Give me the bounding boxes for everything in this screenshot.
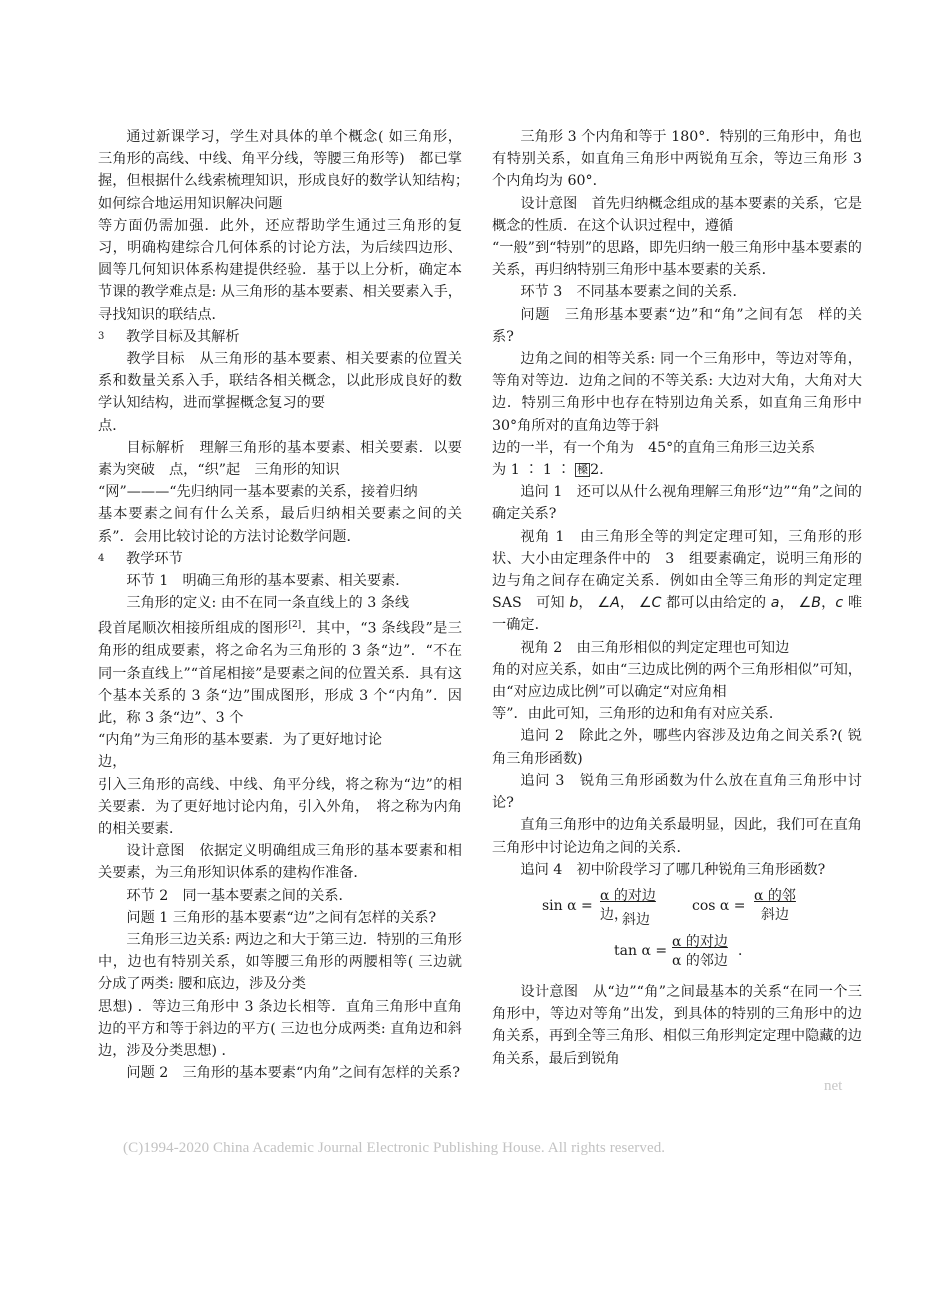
text-run: 唯一确定． xyxy=(492,595,863,634)
paragraph: 环节 1 明确三角形的基本要素、相关要素． xyxy=(126,573,410,590)
math-var: ∠A xyxy=(597,595,620,612)
paragraph xyxy=(98,614,462,729)
paragraph: 基本要素之间有什么关系，最后归纳相关要素之间的关系”．会用比较讨论的方法讨论数学问题． xyxy=(98,506,462,545)
paragraph: 边角之间的相等关系: 同一个三角形中，等边对等角，等角对等边．边角之间的不等关系: 大边对大角，大角对大边．特别三角形中也存在特别边角关系，如直角三角形中 30°角所对的直角边等于斜 xyxy=(492,351,877,434)
trig-formulas xyxy=(492,885,862,973)
cos-fraction xyxy=(754,887,796,925)
formula-end: ． xyxy=(738,942,752,959)
text-run: 为 1 ∶ 1 ∶ xyxy=(492,462,571,479)
citation-ref: [2] xyxy=(288,620,302,631)
paragraph: 思想) ．等边三角形中 3 条边长相等．直角三角形中直角边的平方和等于斜边的平方( 三边也分成两类: 直角边和斜边，涉及分类思想) ． xyxy=(98,998,462,1060)
paragraph: 环节 3 不同基本要素之间的关系． xyxy=(520,284,747,301)
paragraph: 边， xyxy=(98,754,127,771)
section-number: 3 xyxy=(98,330,105,342)
text-run: 2． xyxy=(590,462,614,479)
right-column xyxy=(492,126,877,1070)
paragraph: 追问 3 锐角三角形函数为什么放在直角三角形中讨论? xyxy=(492,772,862,812)
paragraph: 问题 1 三角形的基本要素“边”之间有怎样的关系? xyxy=(126,909,437,926)
math-var: ∠B xyxy=(798,595,821,612)
section-heading-4 xyxy=(98,548,462,570)
tan-fraction xyxy=(672,933,728,971)
fraction-numerator: α 的对边 xyxy=(600,887,656,904)
fraction-numerator: α 的邻 xyxy=(754,887,796,904)
sin-denominator: 斜边 xyxy=(622,911,650,928)
math-var: a xyxy=(770,595,780,612)
paragraph: “网”———“先归纳同一基本要素的关系，接着归纳 xyxy=(98,484,418,501)
watermark-net: net xyxy=(824,1078,843,1094)
paragraph: “一般”到“特别”的思路，即先归纳一般三角形中基本要素的关系，再归纳特别三角形中基本要素的关系． xyxy=(492,240,862,279)
paragraph: 角的对应关系，如由“三边成比例的两个三角形相似”可知，由“对应边成比例”可以确定“对应角相 xyxy=(492,661,862,701)
paragraph: 设计意图 依据定义明确组成三角形的基本要素和相关要素，为三角形知识体系的建构作准备． xyxy=(98,843,462,882)
paragraph: 设计意图 从“边”“角”之间最基本的关系“在同一个三角形中，等边对等角”出发，到具体的特别的三角形中的边角关系，再到全等三角形、相似三角形判定定理中隐藏的边角关系，最后到锐角 xyxy=(492,983,862,1067)
paragraph: 点． xyxy=(98,417,127,434)
paragraph: 目标解析 理解三角形的基本要素、相关要素．以要素为突破 点，“织”起 三角形的知识 xyxy=(98,439,462,479)
section-title: 教学环节 xyxy=(126,550,183,567)
paragraph: 等方面仍需加强．此外，还应帮助学生通过三角形的复习，明确构建综合几何体系的讨论方法，为后续四边形、圆等几何知识体系构建提供经验．基于以上分析，确定本节课的教学难点是: 从三角形的基本要素、相关要素入手，寻找知识的联结点． xyxy=(98,217,462,323)
section-heading-3 xyxy=(98,326,462,348)
cos-label: cos α = xyxy=(692,897,746,914)
paragraph: 问题 三角形基本要素“边”和“角”之间有怎 样的关系? xyxy=(492,306,862,345)
paragraph: 通过新课学习，学生对具体的单个概念( 如三角形，三角形的高线、中线、角平分线，等腰三角形等) 都已掌握，但根据什么线索梳理知识，形成良好的数学认知结构； 如何综合地运用知识解决问题 xyxy=(98,129,477,212)
paragraph xyxy=(492,459,862,481)
section-title: 教学目标及其解析 xyxy=(126,328,240,345)
paragraph: 追问 4 初中阶段学习了哪几种锐角三角形函数? xyxy=(520,861,826,878)
paragraph: 直角三角形中的边角关系最明显，因此，我们可在直角三角形中讨论边角之间的关系． xyxy=(492,817,862,856)
paragraph: “内角”为三角形的基本要素．为了更好地讨论 xyxy=(98,732,383,749)
fraction-numerator: α 的对边 xyxy=(672,933,728,950)
copyright-watermark: (C)1994-2020 China Academic Journal Electronic Publishing House. All rights reserved. xyxy=(123,1140,666,1156)
fraction-denominator: 边， xyxy=(600,906,628,923)
paragraph: 问题 2 三角形的基本要素“内角”之间有怎样的关系? xyxy=(126,1065,460,1082)
paragraph: 视角 2 由三角形相似的判定定理也可知边 xyxy=(520,639,790,656)
paragraph: 三角形的定义: 由不在同一条直线上的 3 条线 xyxy=(126,595,410,612)
paragraph: 边的一半，有一个角为 45°的直角三角形三边关系 xyxy=(492,439,816,456)
section-number: 4 xyxy=(98,552,105,564)
paragraph: 三角形三边关系: 两边之和大于第三边．特别的三角形中，边也有特别关系，如等腰三角形的两腰相等( 三边就分成了两类: 腰和底边，涉及分类 xyxy=(98,932,462,993)
text-run: 都可以由给定的 xyxy=(666,595,767,612)
text-run: 段首尾顺次相接所组成的图形 xyxy=(98,621,289,638)
paragraph: 三角形 3 个内角和等于 180°．特别的三角形中，角也有特别关系，如直角三角形中两锐角互余，等边三角形 3 个内角均为 60°． xyxy=(492,129,862,190)
tan-label: tan α = xyxy=(614,942,668,959)
math-var: c xyxy=(835,595,844,612)
paragraph: 教学目标 从三角形的基本要素、相关要素的位置关系和数量关系入手，联结各相关概念，以此形成良好的数学认知结构，进而掌握概念复习的要 xyxy=(98,351,462,412)
paragraph: 等”．由此可知，三角形的边和角有对应关系． xyxy=(492,706,784,723)
math-var: ∠C xyxy=(638,595,662,612)
paragraph: 追问 2 除此之外，哪些内容涉及边角之间关系?( 锐角三角形函数) xyxy=(492,728,862,767)
sqrt-symbol: 槡 xyxy=(577,463,589,477)
sin-label: sin α = xyxy=(542,897,593,914)
paragraph: 引入三角形的高线、中线、角平分线，将之称为“边”的相关要素．为了更好地讨论内角，引入外角， 将之称为内角的相关要素． xyxy=(98,776,462,838)
paragraph: 设计意图 首先归纳概念组成的基本要素的关系，它是概念的性质．在这个认识过程中，遵循 xyxy=(492,195,862,234)
fraction-denominator: 斜边 xyxy=(760,906,789,923)
text-run: 视角 1 由三角形全等的判定定理可知，三角形的形状、大小由定理条件中的 3 组要素确定，说明三角形的边与角之间存在确定关系．例如由全等三角形的判定定理 SAS 可知 xyxy=(492,528,877,612)
paragraph: 追问 1 还可以从什么视角理解三角形“边”“角”之间的确定关系? xyxy=(492,484,862,523)
paragraph: 视角 1 由三角形全等的判定定理可知，三角形的形状、大小由定理条件中的 3 组要素确定，说明三角形的边与角之间存在确定关系．例如由全等三角形的判定定理 SAS 可知 b， ∠A， ∠C 都可以由给定的 a， ∠B，c 唯一确定． xyxy=(492,528,877,634)
math-var: b xyxy=(569,595,579,612)
text-run: ．其中，“3 条线段”是三角形的组成要素，将之命名为三角形的 3 条“边”．“不在同一条直线上”“首尾相接”是要素之间的位置关系．具有这个基本关系的 3 条“边”围成图形，形成 3 个“内角”．因此，称 3 条“边”、3 个 xyxy=(98,621,462,727)
fraction-denominator: α 的邻边 xyxy=(672,952,728,969)
paragraph: 环节 2 同一基本要素之间的关系． xyxy=(126,887,353,904)
left-column xyxy=(98,126,477,1084)
